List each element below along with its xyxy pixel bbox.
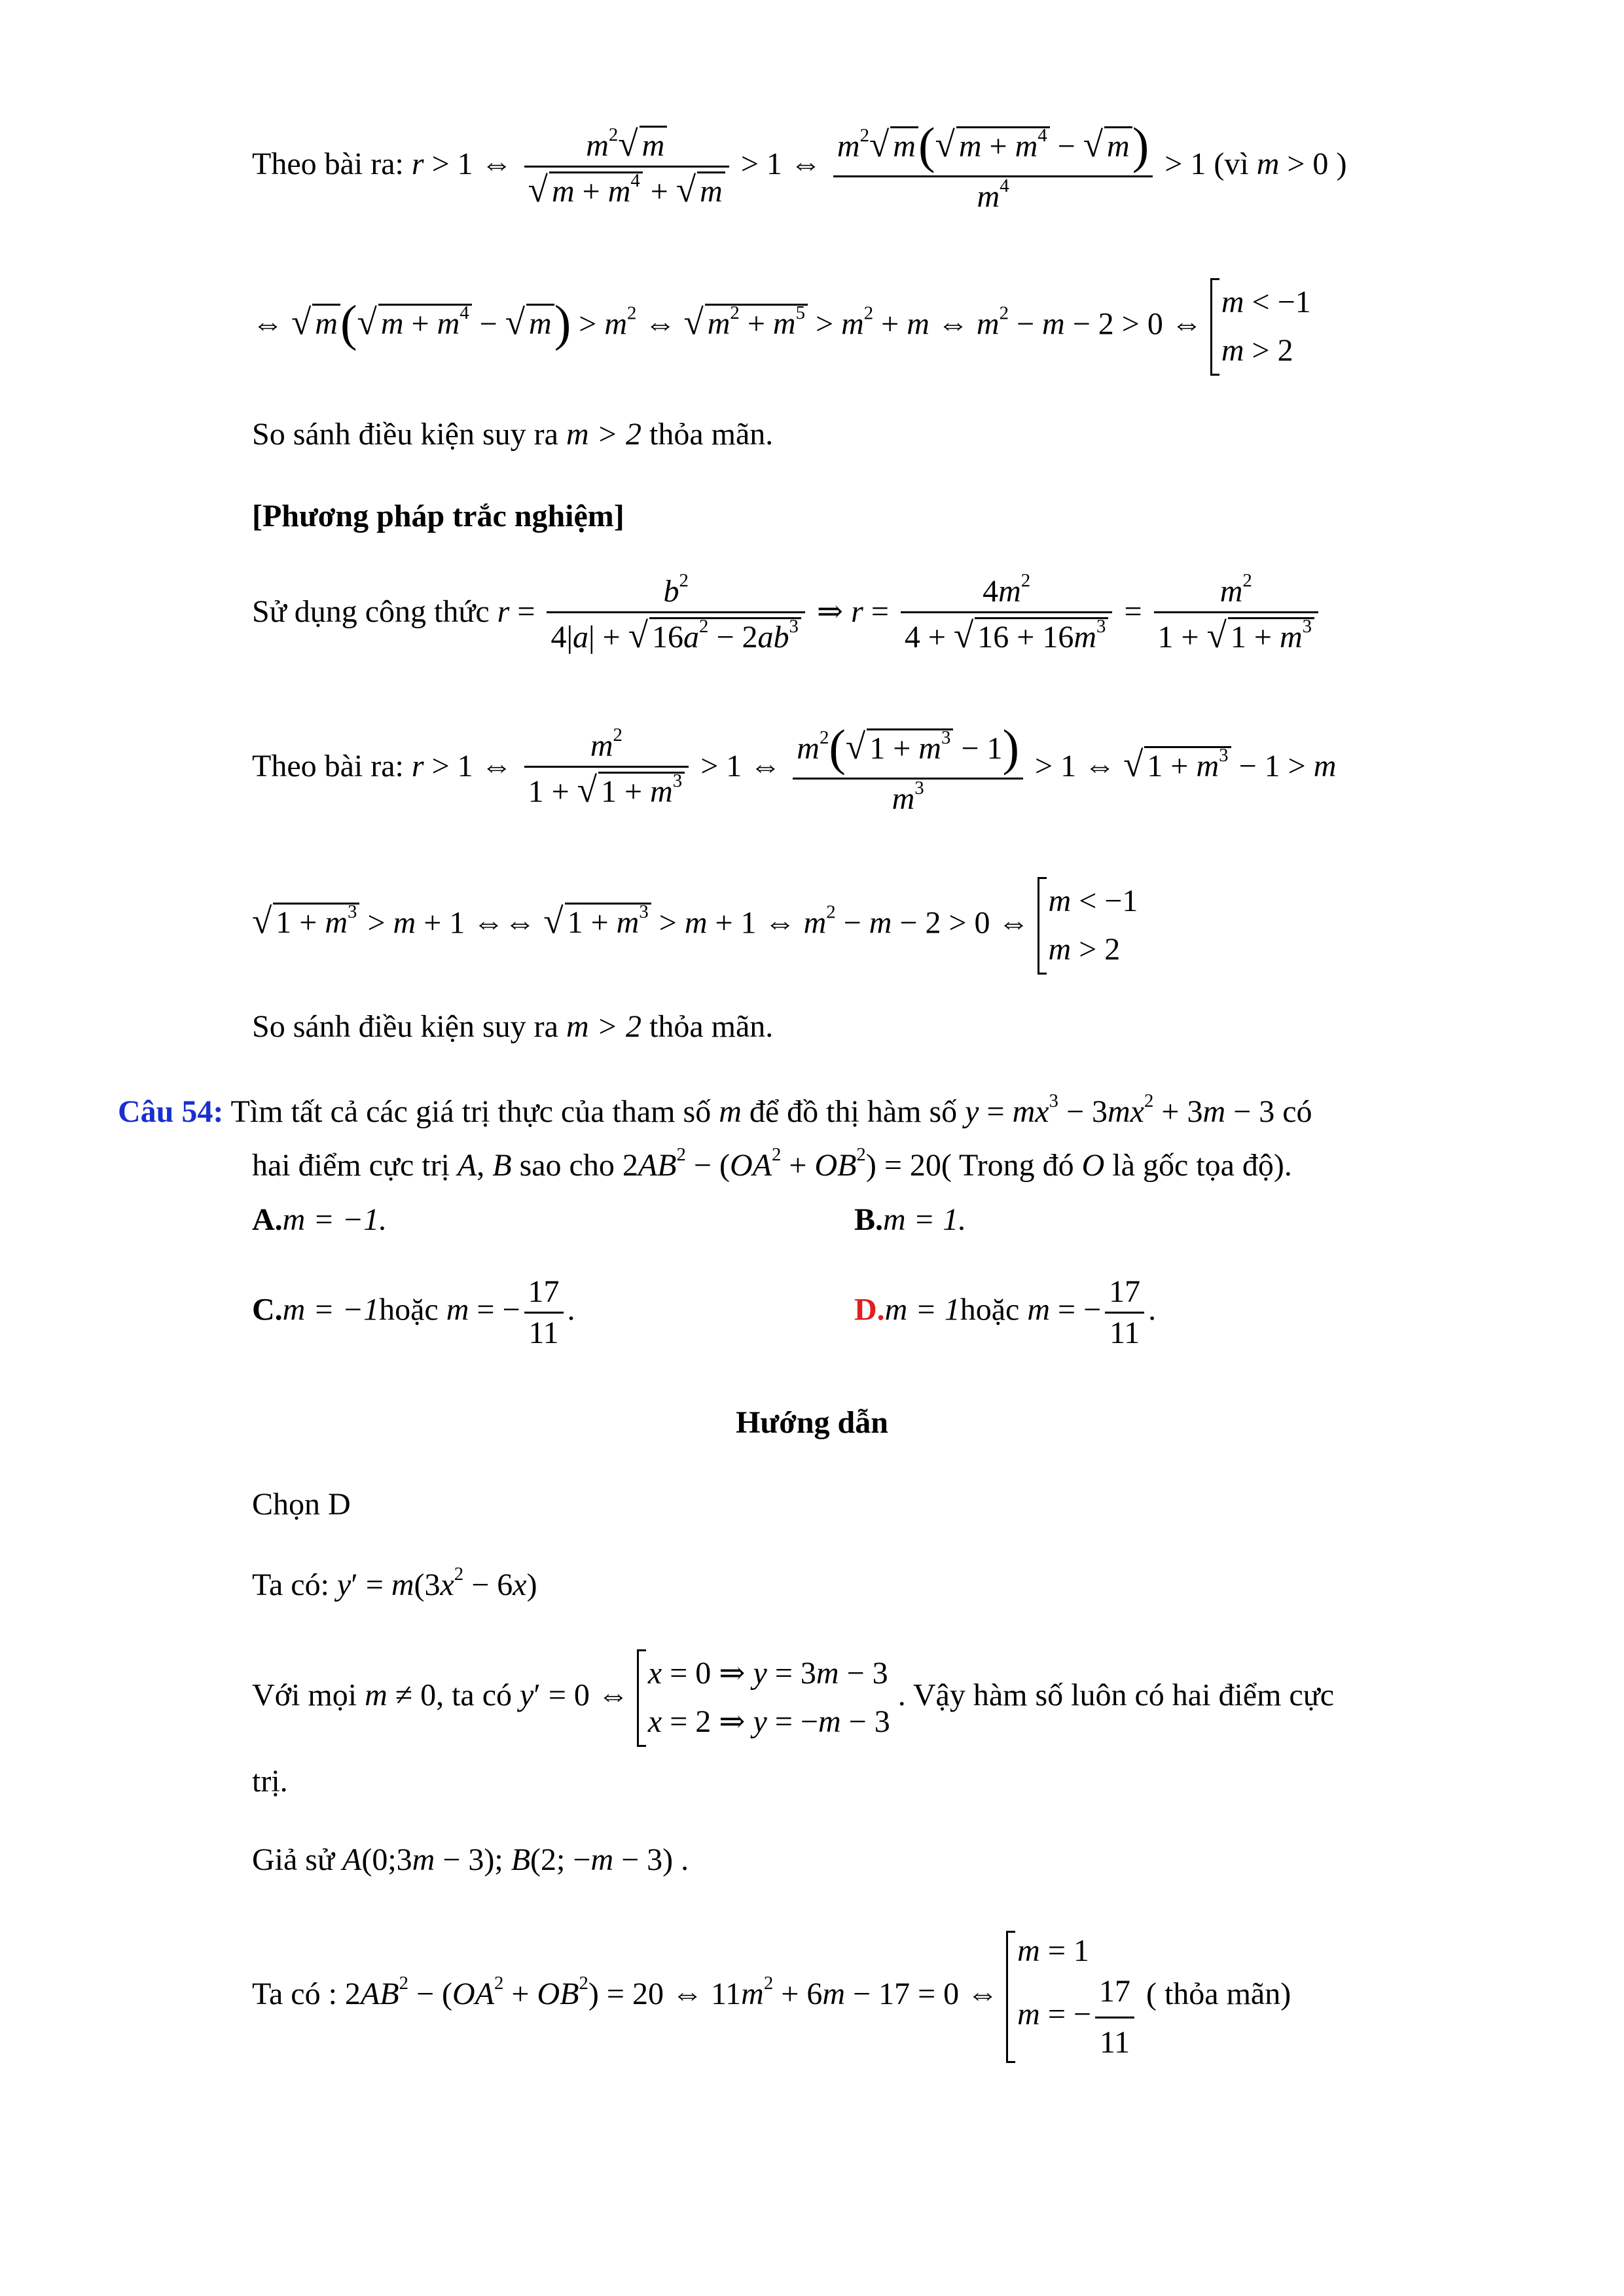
question-54-line-1: Câu 54: Tìm tất cả các giá trị thực của tham số m để đồ thị hàm số $y = mx^3 - 3mx^2 + 3m - 3$ có <box>118 1090 1312 1129</box>
close-paren: ) <box>1336 146 1347 181</box>
ta-co-label: Ta có : <box>252 1977 337 2012</box>
critical-points-bracket: x = 0 ⇒ y = 3m − 3 x = 2 ⇒ y = −m − 3 <box>637 1649 890 1747</box>
option-b[interactable] <box>854 1204 966 1236</box>
fraction: $\frac{m^2}{1 + √ 1 + m^3}$ <box>524 730 689 808</box>
fraction: $\frac{m^2√ m}{√ m + m^4 + √ m}$ <box>524 126 729 207</box>
question-text: để đồ thị hàm số <box>749 1094 958 1129</box>
question-text: hai điểm cực trị <box>252 1148 450 1183</box>
question-text: là gốc tọa độ). <box>1112 1148 1292 1183</box>
ta-co-label: Ta có: <box>252 1568 329 1602</box>
voi-moi-label: Với mọi <box>252 1677 357 1713</box>
theo-bai-ra-label: Theo bài ra: <box>252 748 404 783</box>
theo-bai-ra-label: Theo bài ra: <box>252 146 404 181</box>
option-c-value: m = −1 <box>282 1292 380 1327</box>
ta-co-final-line: Ta có : $2AB^2 - (OA^2 + OB^2) = 20$ ⇔ $11m^2 + 6m - 17 = 0$ ⇔ m = 1 m = − $\frac{17}{11}$ ( thỏa mãn) <box>252 1931 1291 2063</box>
tri-line: trị. <box>252 1764 288 1799</box>
so-sanh-line-1 <box>252 419 773 450</box>
gia-su-label: Giả sử <box>252 1842 334 1877</box>
vay-text: . Vậy hàm số luôn có hai điểm cực <box>897 1677 1335 1713</box>
question-text: Tìm tất cả các giá trị thực của tham số <box>230 1094 712 1129</box>
theo-bai-ra-line-1: Theo bài ra: r > 1 ⇔ $\frac{m^2√ m}{√ m + m^4 + √ m}$ > 1 ⇔ $\frac{m^2√ m(√ m + m^4 - √ m)}{m^4}$ > 1 (vì m > 0 ) <box>252 118 1347 214</box>
thoa-man-label: thỏa mãn. <box>649 417 774 452</box>
fraction: $\frac{m^2}{1 + √ 1 + m^3}$ <box>1154 576 1319 653</box>
fraction: $\frac{17}{11}$ <box>524 1276 564 1349</box>
gia-su-line: Giả sử A(0;3m − 3); B(2; −m − 3) . <box>252 1842 689 1877</box>
vi-label: (vì <box>1214 146 1249 181</box>
thoa-man-label: ( thỏa mãn) <box>1146 1977 1291 2012</box>
option-a[interactable] <box>252 1204 387 1236</box>
fraction: $\frac{17}{11}$ <box>1105 1276 1144 1349</box>
voi-moi-line: Với mọi m ≠ 0, ta có y′ = 0 ⇔ x = 0 ⇒ y = 3m − 3 x = 2 ⇒ y = −m − 3 . Vậy hàm số luôn có hai điểm cực <box>252 1649 1334 1747</box>
option-a-value: m = −1. <box>282 1202 388 1237</box>
fraction: $\frac{17}{11}$ <box>1095 1971 1134 2063</box>
option-c-hoac: hoặc <box>379 1292 439 1327</box>
option-d-value: m = 1 <box>884 1292 960 1327</box>
thoa-man-label: thỏa mãn. <box>649 1009 774 1044</box>
su-dung-cong-thuc-line: Sử dụng công thức r = $\frac{b^2}{4|a| + √ 16a^2 - 2ab^3}$ ⇒ r = $\frac{4m^2}{4 + √ 16 + 16m^3}$ = $\frac{m^2}{1 + √ 1 + m^3}$ <box>252 576 1322 653</box>
option-d[interactable]: D.m = 1hoặc m = − $\frac{17}{11}$ . <box>854 1274 1157 1350</box>
option-c-label: C. <box>252 1292 283 1327</box>
question-54-line-2: hai điểm cực trị A, B sao cho $2AB^2 - (OA^2 + OB^2) = 20$( Trong đó O là gốc tọa độ). <box>252 1143 1292 1183</box>
option-b-value: m = 1. <box>883 1202 967 1237</box>
option-a-label: A. <box>252 1202 283 1237</box>
trac-nghiem-heading: [Phương pháp trắc nghiệm] <box>252 499 624 533</box>
question-label: Câu 54: <box>118 1094 224 1129</box>
so-sanh-label: So sánh điều kiện suy ra <box>252 1009 558 1044</box>
solution-bracket: m < −1 m > 2 <box>1038 877 1138 975</box>
option-d-label: D. <box>854 1292 885 1327</box>
option-c[interactable]: C.m = −1hoặc m = − $\frac{17}{11}$ . <box>252 1274 575 1350</box>
option-b-label: B. <box>854 1202 884 1237</box>
question-text: sao cho <box>519 1148 615 1183</box>
fraction: $\frac{m^2(√ 1 + m^3 - 1)}{m^3}$ <box>793 723 1023 815</box>
ta-co-derivative-line: Ta có: $y' = m(3x^2 - 6x)$ <box>252 1563 537 1602</box>
theo-bai-ra-line-2: Theo bài ra: r > 1 ⇔ $\frac{m^2}{1 + √ 1 + m^3}$ > 1 ⇔ $\frac{m^2(√ 1 + m^3 - 1)}{m^3}$ > 1 ⇔ √ $1 + m^3 - 1 > m$ <box>252 720 1337 816</box>
fraction: $\frac{b^2}{4|a| + √ 16a^2 - 2ab^3}$ <box>547 576 804 653</box>
so-sanh-result: m > 2 <box>566 1009 641 1044</box>
so-sanh-result: m > 2 <box>566 417 641 452</box>
ta-co-label: , ta có <box>436 1677 513 1713</box>
fraction: $\frac{4m^2}{4 + √ 16 + 16m^3}$ <box>901 576 1113 653</box>
solution-bracket: m < −1 m > 2 <box>1210 278 1311 376</box>
fraction: $\frac{m^2√ m(√ m + m^4 - √ m)}{m^4}$ <box>833 121 1153 213</box>
so-sanh-line-2 <box>252 1011 773 1043</box>
final-solution-bracket: m = 1 m = − $\frac{17}{11}$ <box>1006 1931 1138 2063</box>
chon-line: Chọn D <box>252 1487 351 1522</box>
sqrt-equivalence-line: √ $1 + m^3 > m + 1$ ⇔⇔ √ $1 + m^3 > m + 1$ ⇔ $m^2 - m - 2 > 0$ ⇔ m < −1 m > 2 <box>252 877 1138 975</box>
so-sanh-label: So sánh điều kiện suy ra <box>252 417 558 452</box>
su-dung-label: Sử dụng công thức <box>252 594 490 630</box>
question-text: ( Trong đó <box>941 1148 1074 1183</box>
guide-heading: Hướng dẫn <box>736 1405 888 1440</box>
option-d-hoac: hoặc <box>960 1292 1020 1327</box>
equivalence-line: ⇔ √ m(√ $m + m^4$ − √ $m) > m^2$ ⇔ √ $m^2 + m^5 > m^2 + m$ ⇔ $m^2 - m - 2 > 0$ ⇔ m < −1 m > 2 <box>252 278 1311 376</box>
question-text: có <box>1282 1094 1312 1129</box>
